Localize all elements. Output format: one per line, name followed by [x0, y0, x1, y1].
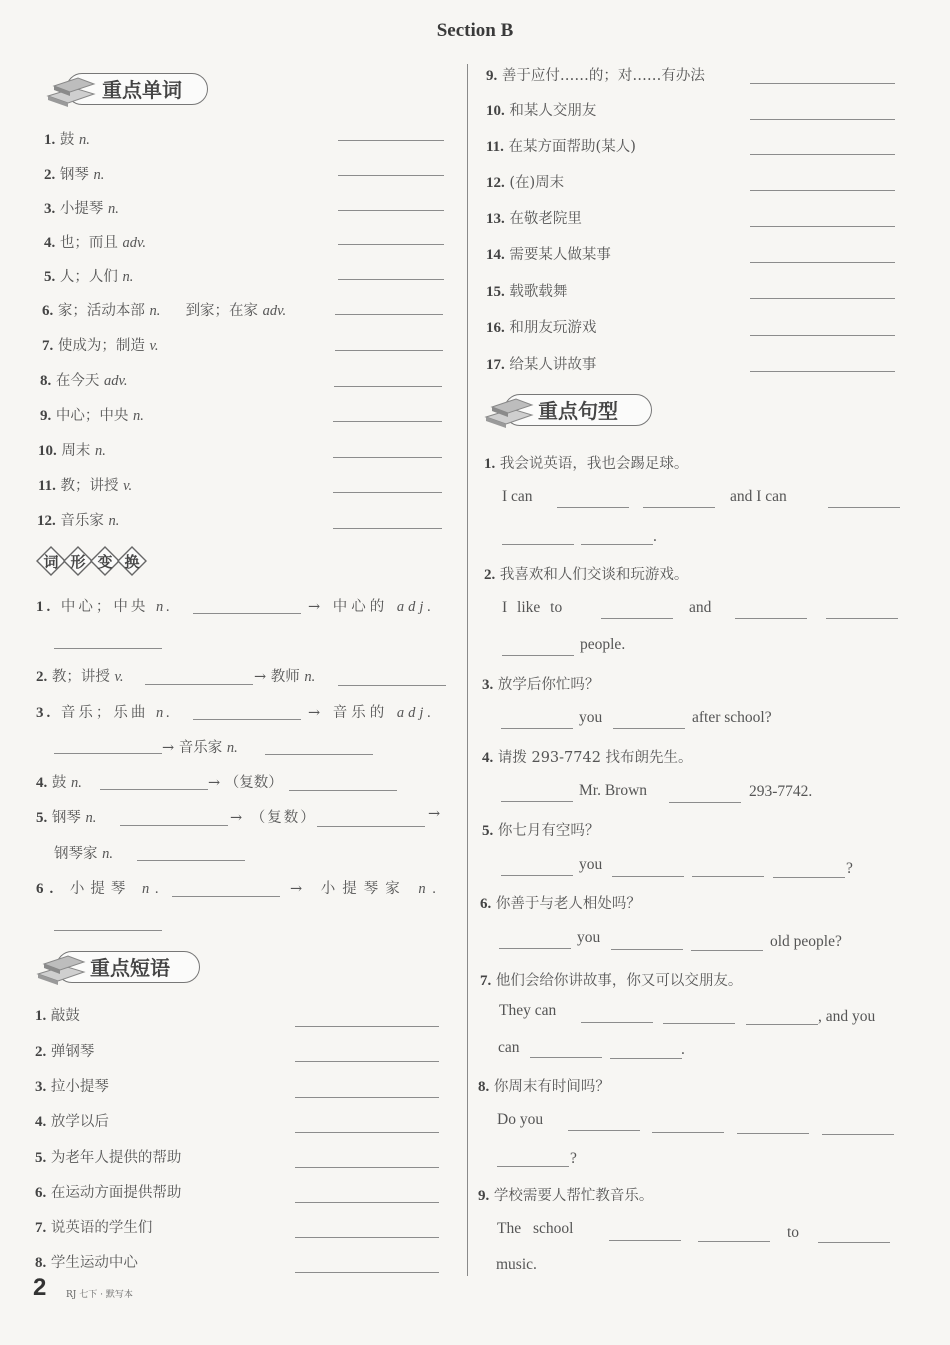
- phrase-item: 15. 载歌载舞: [486, 284, 568, 300]
- books-icon: [44, 70, 100, 108]
- phrase-item: 12. (在)周末: [486, 175, 565, 191]
- answer-blank[interactable]: [338, 175, 444, 176]
- answer-blank[interactable]: [54, 648, 162, 649]
- answer-blank[interactable]: [501, 875, 573, 876]
- section-badge-key-words: [44, 70, 210, 106]
- word-item: 11. 教；讲授 v.: [38, 478, 133, 494]
- answer-blank[interactable]: [265, 754, 373, 755]
- answer-blank[interactable]: [295, 1167, 439, 1168]
- section-title: 重点单词: [102, 78, 182, 102]
- answer-blank[interactable]: [100, 789, 208, 790]
- sentence-item: 9. 学校需要人帮忙教音乐。: [478, 1188, 654, 1204]
- sentence-item: 7. 他们会给你讲故事，你又可以交朋友。: [480, 973, 743, 989]
- book-label: RJ 七下 · 默写本: [66, 1290, 133, 1300]
- answer-blank[interactable]: [746, 1024, 818, 1025]
- phrase-item: 9. 善于应付……的；对……有办法: [486, 68, 705, 84]
- word-item: 8. 在今天 adv.: [40, 373, 128, 389]
- answer-blank[interactable]: [826, 618, 898, 619]
- arrow-icon: →: [230, 810, 245, 826]
- section-badge-key-sentences: [482, 391, 652, 427]
- answer-blank[interactable]: [735, 618, 807, 619]
- answer-blank[interactable]: [317, 826, 425, 827]
- answer-blank[interactable]: [120, 825, 228, 826]
- section-badge-key-phrases: [34, 948, 204, 984]
- answer-blank[interactable]: [750, 119, 895, 120]
- answer-blank[interactable]: [501, 801, 573, 802]
- answer-blank[interactable]: [643, 507, 715, 508]
- answer-blank[interactable]: [612, 876, 684, 877]
- answer-blank[interactable]: [501, 728, 573, 729]
- answer-blank[interactable]: [145, 684, 253, 685]
- answer-blank[interactable]: [750, 226, 895, 227]
- page-number: 2: [33, 1274, 47, 1301]
- phrase-item: 2. 弹钢琴: [35, 1044, 95, 1060]
- word-item: 4. 也；而且 adv.: [44, 235, 146, 251]
- word-item: 12. 音乐家 n.: [37, 513, 120, 529]
- sentence-item: 4. 请拨 293-7742 找布朗先生。: [482, 750, 693, 766]
- answer-blank[interactable]: [611, 949, 683, 950]
- answer-blank[interactable]: [338, 685, 446, 686]
- word-form-item: 4. 鼓 n.: [36, 775, 82, 791]
- answer-blank[interactable]: [581, 1022, 653, 1023]
- phrase-item: 17. 给某人讲故事: [486, 357, 597, 373]
- answer-blank[interactable]: [609, 1240, 681, 1241]
- sentence-item: 3. 放学后你忙吗？: [482, 677, 600, 693]
- word-item: 9. 中心；中央 n.: [40, 408, 144, 424]
- phrase-item: 4. 放学以后: [35, 1114, 109, 1130]
- arrow-icon: →: [428, 806, 441, 822]
- column-divider: [467, 64, 468, 1276]
- answer-blank[interactable]: [669, 802, 741, 803]
- arrow-icon: →: [308, 705, 325, 721]
- sentence-item: 5. 你七月有空吗？: [482, 823, 600, 839]
- books-icon: [482, 391, 538, 429]
- section-title: 重点短语: [90, 956, 170, 980]
- answer-blank[interactable]: [773, 877, 845, 878]
- answer-blank[interactable]: [691, 950, 763, 951]
- answer-blank[interactable]: [652, 1132, 724, 1133]
- answer-blank[interactable]: [499, 948, 571, 949]
- answer-blank[interactable]: [295, 1272, 439, 1273]
- phrase-item: 14. 需要某人做某事: [486, 247, 611, 263]
- answer-blank[interactable]: [333, 457, 442, 458]
- word-form-item: 1. 中心；中央 n.: [36, 599, 173, 615]
- phrase-item: 3. 拉小提琴: [35, 1079, 109, 1095]
- answer-blank[interactable]: [295, 1026, 439, 1027]
- phrase-item: 13. 在敬老院里: [486, 211, 582, 227]
- answer-blank[interactable]: [54, 930, 162, 931]
- answer-blank[interactable]: [338, 244, 444, 245]
- answer-blank[interactable]: [581, 544, 653, 545]
- answer-blank[interactable]: [610, 1058, 682, 1059]
- answer-blank[interactable]: [750, 298, 895, 299]
- answer-blank[interactable]: [750, 371, 895, 372]
- answer-blank[interactable]: [137, 860, 245, 861]
- answer-blank[interactable]: [193, 613, 301, 614]
- arrow-icon: →: [162, 740, 175, 756]
- answer-blank[interactable]: [295, 1097, 439, 1098]
- phrase-item: 11. 在某方面帮助(某人): [486, 139, 636, 155]
- answer-blank[interactable]: [502, 655, 574, 656]
- page-title: Section B: [436, 20, 514, 41]
- sentence-item: 8. 你周末有时间吗？: [478, 1079, 610, 1095]
- word-item: 7. 使成为；制造 v.: [42, 338, 159, 354]
- sentence-item: 6. 你善于与老人相处吗？: [480, 896, 641, 912]
- answer-blank[interactable]: [750, 154, 895, 155]
- answer-blank[interactable]: [289, 790, 397, 791]
- word-item: 1. 鼓 n.: [44, 132, 90, 148]
- answer-blank[interactable]: [333, 421, 442, 422]
- sentence-item: 2. 我喜欢和人们交谈和玩游戏。: [484, 567, 689, 583]
- answer-blank[interactable]: [750, 262, 895, 263]
- answer-blank[interactable]: [663, 1023, 735, 1024]
- answer-blank[interactable]: [334, 386, 442, 387]
- answer-blank[interactable]: [750, 83, 895, 84]
- answer-blank[interactable]: [338, 210, 444, 211]
- arrow-icon: →: [308, 599, 325, 615]
- answer-blank[interactable]: [692, 876, 764, 877]
- answer-blank[interactable]: [335, 314, 443, 315]
- answer-blank[interactable]: [502, 544, 574, 545]
- phrase-item: 8. 学生运动中心: [35, 1255, 138, 1271]
- answer-blank[interactable]: [750, 335, 895, 336]
- arrow-icon: →: [208, 775, 221, 791]
- phrase-item: 7. 说英语的学生们: [35, 1220, 153, 1236]
- phrase-item: 10. 和某人交朋友: [486, 103, 597, 119]
- answer-blank[interactable]: [828, 507, 900, 508]
- answer-blank[interactable]: [295, 1061, 439, 1062]
- answer-blank[interactable]: [295, 1132, 439, 1133]
- answer-blank[interactable]: [568, 1130, 640, 1131]
- word-form-item: 3. 音乐；乐曲 n.: [36, 705, 173, 721]
- answer-blank[interactable]: [335, 350, 443, 351]
- answer-blank[interactable]: [601, 618, 673, 619]
- word-item: 10. 周末 n.: [38, 443, 106, 459]
- arrow-icon: →: [290, 881, 310, 897]
- answer-blank[interactable]: [613, 728, 685, 729]
- sentence-item: 1. 我会说英语，我也会踢足球。: [484, 456, 689, 472]
- section-title: 重点句型: [538, 399, 618, 423]
- answer-blank[interactable]: [818, 1242, 890, 1243]
- answer-blank[interactable]: [295, 1202, 439, 1203]
- word-item: 2. 钢琴 n.: [44, 167, 105, 183]
- answer-blank[interactable]: [497, 1166, 569, 1167]
- phrase-item: 6. 在运动方面提供帮助: [35, 1185, 182, 1201]
- word-form-item: 5. 钢琴 n.: [36, 810, 97, 826]
- word-item: 3. 小提琴 n.: [44, 201, 119, 217]
- answer-blank[interactable]: [295, 1237, 439, 1238]
- answer-blank[interactable]: [338, 279, 444, 280]
- answer-blank[interactable]: [172, 896, 280, 897]
- answer-blank[interactable]: [193, 719, 301, 720]
- answer-blank[interactable]: [557, 507, 629, 508]
- word-item: 5. 人；人们 n.: [44, 269, 134, 285]
- phrase-item: 5. 为老年人提供的帮助: [35, 1150, 182, 1166]
- answer-blank[interactable]: [333, 492, 442, 493]
- phrase-item: 16. 和朋友玩游戏: [486, 320, 597, 336]
- answer-blank[interactable]: [737, 1133, 809, 1134]
- word-item: 6. 家；活动本部 n. 到家；在家 adv.: [42, 303, 287, 319]
- arrow-icon: →: [254, 669, 267, 685]
- answer-blank[interactable]: [822, 1134, 894, 1135]
- phrase-item: 1. 敲鼓: [35, 1008, 80, 1024]
- answer-blank[interactable]: [338, 140, 444, 141]
- answer-blank[interactable]: [54, 753, 162, 754]
- answer-blank[interactable]: [333, 528, 442, 529]
- answer-blank[interactable]: [698, 1241, 770, 1242]
- word-form-item: 2. 教；讲授 v.: [36, 669, 124, 685]
- books-icon: [34, 948, 90, 986]
- word-form-item: 6. 小提琴 n.: [36, 881, 165, 897]
- answer-blank[interactable]: [530, 1057, 602, 1058]
- answer-blank[interactable]: [750, 190, 895, 191]
